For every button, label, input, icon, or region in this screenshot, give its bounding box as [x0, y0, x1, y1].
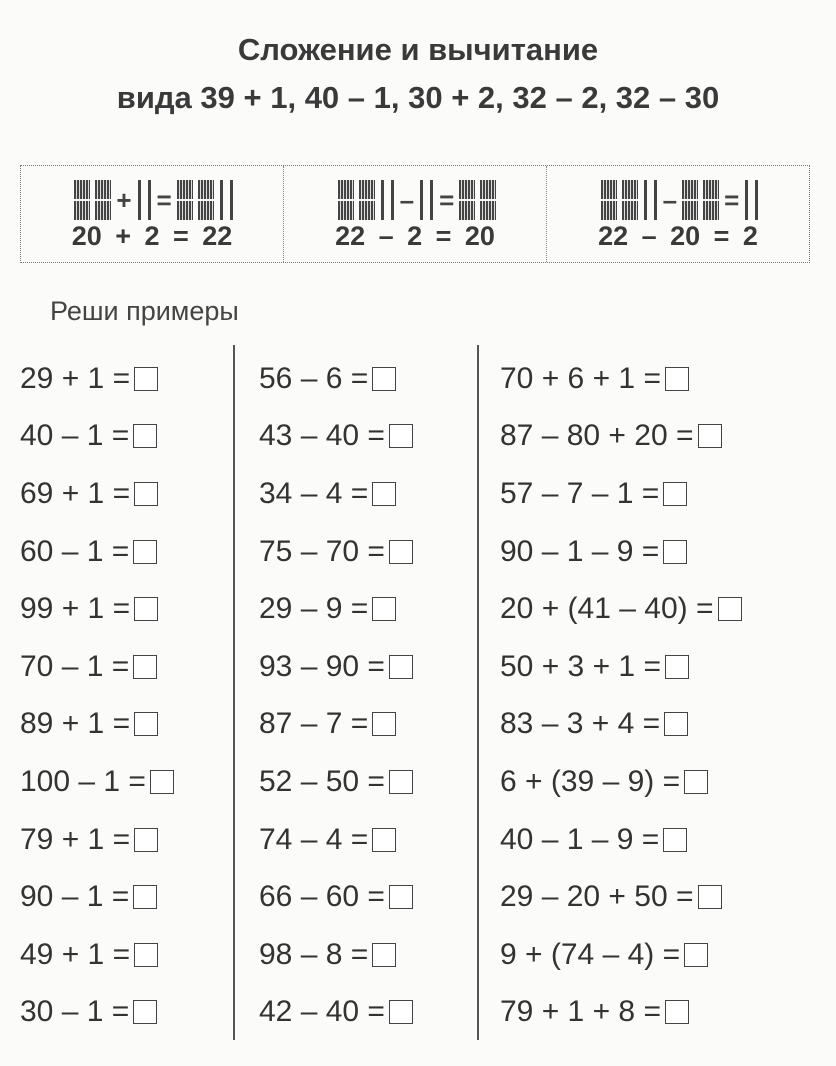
- bundle-of-ten-icon: [95, 180, 111, 220]
- stick-icon: [755, 180, 758, 220]
- answer-box[interactable]: [372, 367, 396, 391]
- example-cell: [21, 166, 284, 262]
- answer-box[interactable]: [665, 367, 689, 391]
- sticks-picture: [294, 178, 540, 222]
- answer-box[interactable]: [389, 885, 413, 909]
- exercise: [20, 868, 174, 926]
- exercise-expression: 90 – 1 – 9 =: [500, 534, 660, 568]
- bundle-of-ten-icon: [622, 180, 638, 220]
- exercise-expression: 98 – 8 =: [259, 937, 369, 971]
- exercise-expression: 87 – 80 + 20 =: [500, 419, 694, 453]
- bundle-of-ten-icon: [459, 180, 475, 220]
- answer-box[interactable]: [134, 712, 158, 736]
- operator-symbol: +: [116, 185, 132, 215]
- exercise-expression: 42 – 40 =: [259, 995, 385, 1029]
- exercise-expression: 66 – 60 =: [259, 880, 385, 914]
- examples-box: [20, 165, 810, 263]
- exercise: [20, 753, 174, 811]
- answer-box[interactable]: [133, 655, 157, 679]
- answer-box[interactable]: [698, 424, 722, 448]
- answer-box[interactable]: [134, 482, 158, 506]
- exercise-expression: 40 – 1 =: [20, 419, 130, 453]
- exercise-expression: 50 + 3 + 1 =: [500, 649, 661, 683]
- exercise-expression: 60 – 1 =: [20, 534, 130, 568]
- page-title: Сложение и вычитание: [237, 32, 599, 67]
- exercise-expression: 34 – 4 =: [259, 476, 369, 510]
- exercise-expression: 29 – 9 =: [259, 592, 369, 626]
- sticks-picture: [31, 178, 277, 222]
- exercise: [259, 984, 413, 1042]
- operator-symbol: =: [156, 185, 172, 215]
- exercise-expression: 74 – 4 =: [259, 822, 369, 856]
- stick-icon: [381, 180, 384, 220]
- answer-box[interactable]: [389, 655, 413, 679]
- exercise: [259, 696, 413, 754]
- exercise: [20, 696, 174, 754]
- exercise: [20, 580, 174, 638]
- task-heading: Реши примеры: [50, 296, 239, 326]
- column-divider: [233, 345, 235, 1040]
- exercise-expression: 29 – 20 + 50 =: [500, 880, 694, 914]
- stick-icon: [644, 180, 647, 220]
- exercise: [20, 926, 174, 984]
- exercise-expression: 89 + 1 =: [20, 707, 131, 741]
- stick-icon: [745, 180, 748, 220]
- exercise-expression: 40 – 1 – 9 =: [500, 822, 660, 856]
- operator-symbol: –: [399, 185, 415, 215]
- exercise-expression: 43 – 40 =: [259, 419, 385, 453]
- exercise: [259, 753, 413, 811]
- bundle-of-ten-icon: [682, 180, 698, 220]
- exercise: [500, 523, 742, 581]
- exercise: [20, 984, 174, 1042]
- exercise: [500, 753, 742, 811]
- exercise: [259, 465, 413, 523]
- answer-box[interactable]: [372, 712, 396, 736]
- exercise-expression: 57 – 7 – 1 =: [500, 476, 660, 510]
- answer-box[interactable]: [665, 655, 689, 679]
- answer-box[interactable]: [372, 828, 396, 852]
- answer-box[interactable]: [718, 597, 742, 621]
- example-equation: 22 – 20 = 2: [598, 221, 758, 251]
- exercise-expression: 6 + (39 – 9) =: [500, 764, 681, 798]
- answer-box[interactable]: [684, 943, 708, 967]
- stick-icon: [430, 180, 433, 220]
- exercise-expression: 56 – 6 =: [259, 361, 369, 395]
- exercise-expression: 30 – 1 =: [20, 995, 130, 1029]
- answer-box[interactable]: [389, 1000, 413, 1024]
- exercise-expression: 87 – 7 =: [259, 707, 369, 741]
- answer-box[interactable]: [663, 482, 687, 506]
- exercise-expression: 20 + (41 – 40) =: [500, 592, 714, 626]
- exercise: [500, 984, 742, 1042]
- answer-box[interactable]: [372, 482, 396, 506]
- bundle-of-ten-icon: [359, 180, 375, 220]
- answer-box[interactable]: [372, 597, 396, 621]
- column-divider: [477, 345, 479, 1040]
- exercise: [20, 465, 174, 523]
- stick-icon: [138, 180, 141, 220]
- page-subtitle: вида 39 + 1, 40 – 1, 30 + 2, 32 – 2, 32 – 30: [116, 80, 720, 115]
- exercise: [500, 350, 742, 408]
- exercise-expression: 79 + 1 + 8 =: [500, 995, 661, 1029]
- bundle-of-ten-icon: [198, 180, 214, 220]
- exercise-expression: 9 + (74 – 4) =: [500, 937, 681, 971]
- stick-icon: [654, 180, 657, 220]
- answer-box[interactable]: [389, 424, 413, 448]
- exercise: [500, 868, 742, 926]
- exercise-expression: 70 + 6 + 1 =: [500, 361, 661, 395]
- exercise: [259, 580, 413, 638]
- exercise: [500, 811, 742, 869]
- exercise: [259, 350, 413, 408]
- exercise-expression: 75 – 70 =: [259, 534, 385, 568]
- answer-box[interactable]: [133, 424, 157, 448]
- exercise: [20, 638, 174, 696]
- bundle-of-ten-icon: [480, 180, 496, 220]
- operator-symbol: =: [439, 185, 455, 215]
- operator-symbol: =: [724, 185, 740, 215]
- stick-icon: [148, 180, 151, 220]
- example-equation: 22 – 2 = 20: [335, 221, 495, 251]
- bundle-of-ten-icon: [177, 180, 193, 220]
- exercise-expression: 29 + 1 =: [20, 361, 131, 395]
- example-equation: 20 + 2 = 22: [71, 221, 233, 251]
- exercise: [500, 580, 742, 638]
- answer-box[interactable]: [372, 943, 396, 967]
- bundle-of-ten-icon: [74, 180, 90, 220]
- answer-box[interactable]: [150, 770, 174, 794]
- exercise-column-2: [259, 350, 413, 1041]
- bundle-of-ten-icon: [338, 180, 354, 220]
- stick-icon: [391, 180, 394, 220]
- answer-box[interactable]: [134, 367, 158, 391]
- answer-box[interactable]: [665, 1000, 689, 1024]
- stick-icon: [230, 180, 233, 220]
- exercise: [20, 408, 174, 466]
- exercise: [20, 350, 174, 408]
- example-cell: [284, 166, 547, 262]
- answer-box[interactable]: [133, 540, 157, 564]
- exercise-expression: 100 – 1 =: [20, 764, 146, 798]
- exercise: [259, 926, 413, 984]
- answer-box[interactable]: [663, 828, 687, 852]
- exercise: [500, 465, 742, 523]
- bundle-of-ten-icon: [601, 180, 617, 220]
- exercise-expression: 49 + 1 =: [20, 937, 131, 971]
- bundle-of-ten-icon: [703, 180, 719, 220]
- answer-box[interactable]: [664, 712, 688, 736]
- answer-box[interactable]: [134, 597, 158, 621]
- exercise: [500, 408, 742, 466]
- answer-box[interactable]: [134, 828, 158, 852]
- exercise: [500, 638, 742, 696]
- stick-icon: [220, 180, 223, 220]
- exercise: [259, 523, 413, 581]
- exercise-expression: 69 + 1 =: [20, 476, 131, 510]
- operator-symbol: –: [662, 185, 678, 215]
- exercise: [259, 868, 413, 926]
- exercise: [500, 696, 742, 754]
- exercise: [500, 926, 742, 984]
- exercise-expression: 90 – 1 =: [20, 880, 130, 914]
- answer-box[interactable]: [134, 943, 158, 967]
- exercise: [259, 811, 413, 869]
- exercise-expression: 83 – 3 + 4 =: [500, 707, 661, 741]
- example-cell: [547, 166, 809, 262]
- exercise: [20, 523, 174, 581]
- exercise-column-3: [500, 350, 742, 1041]
- exercise-expression: 93 – 90 =: [259, 649, 385, 683]
- answer-box[interactable]: [663, 540, 687, 564]
- answer-box[interactable]: [133, 885, 157, 909]
- exercise: [259, 408, 413, 466]
- exercise-expression: 70 – 1 =: [20, 649, 130, 683]
- exercise-expression: 52 – 50 =: [259, 764, 385, 798]
- sticks-picture: [557, 178, 803, 222]
- exercise: [20, 811, 174, 869]
- exercise-column-1: [20, 350, 174, 1041]
- exercise: [259, 638, 413, 696]
- answer-box[interactable]: [133, 1000, 157, 1024]
- answer-box[interactable]: [389, 770, 413, 794]
- answer-box[interactable]: [684, 770, 708, 794]
- answer-box[interactable]: [389, 540, 413, 564]
- exercise-expression: 79 + 1 =: [20, 822, 131, 856]
- stick-icon: [420, 180, 423, 220]
- answer-box[interactable]: [698, 885, 722, 909]
- exercise-expression: 99 + 1 =: [20, 592, 131, 626]
